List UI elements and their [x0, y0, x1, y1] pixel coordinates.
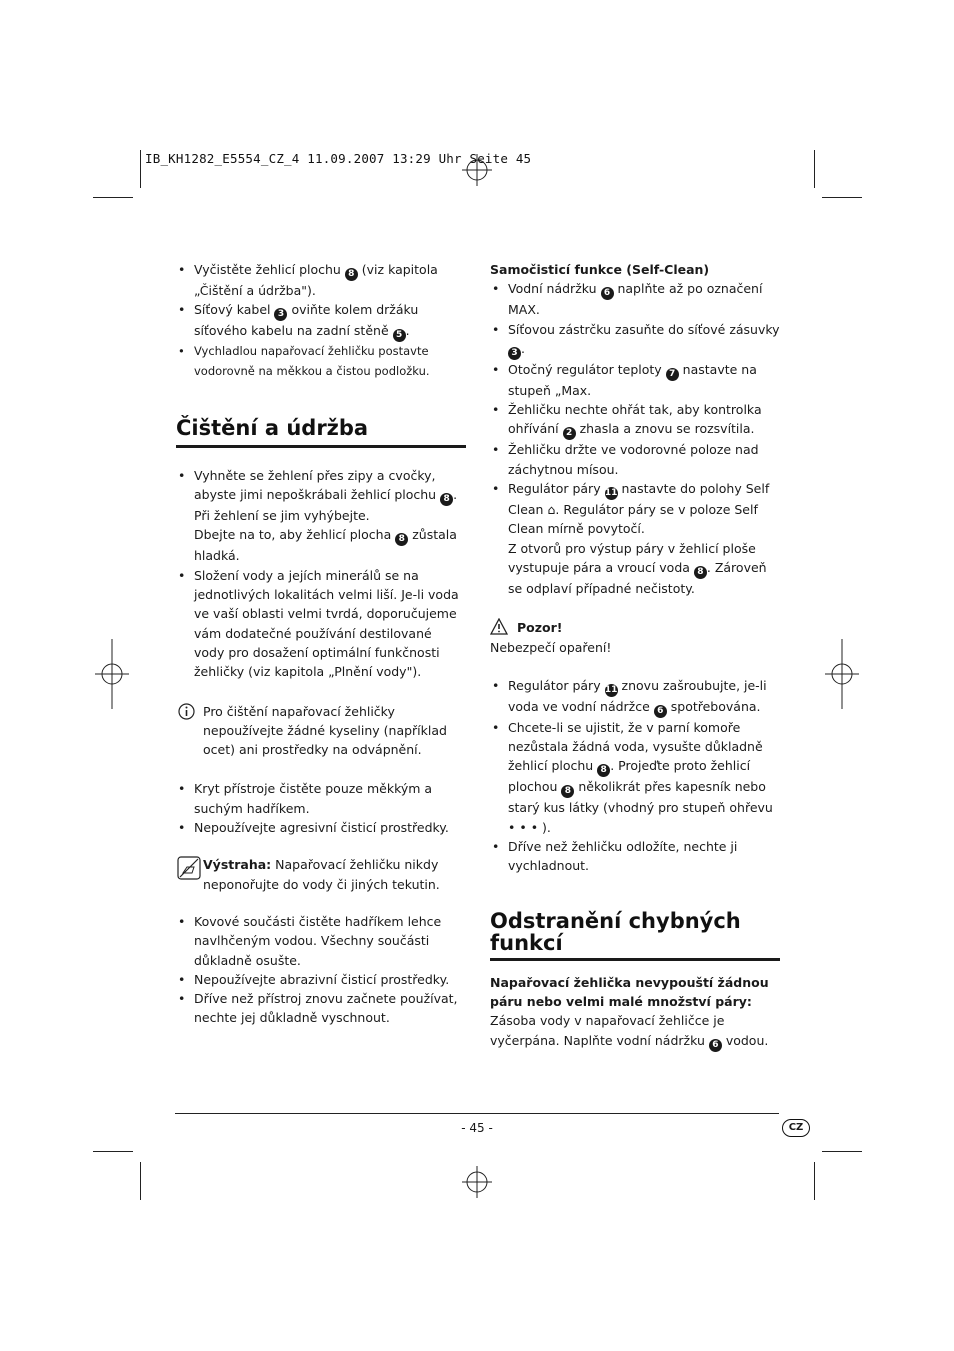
list-item: • Vychladlou napařovací žehličku postavte vodorovně na měkkou a čistou podložku.: [176, 342, 466, 381]
list-item: • Vyhněte se žehlení přes zipy a cvočky, abyste jimi nepoškrábali žehlicí plochu 8 . Při žehlení se jim vyhýbejte.: [176, 466, 466, 526]
warning-triangle-icon: [490, 618, 508, 635]
list-housing: [176, 779, 466, 837]
list-item: • Síťovou zástrčku zasuňte do síťové zásuvky 3 .: [490, 320, 780, 360]
part-number-badge: 3: [274, 308, 287, 321]
part-number-badge: 11: [604, 684, 618, 695]
no-immersion-icon: [177, 856, 201, 880]
part-number-badge: 7: [666, 368, 679, 381]
info-text: Pro čištění napařovací žehličky nepoužívejte žádné kyseliny (například ocet) ani prostředky na odvápnění.: [203, 703, 447, 758]
crop-mark: [93, 197, 133, 198]
list-item: • Kovové součásti čistěte hadříkem lehce navlhčeným vodou. Všechny součásti důkladně osušte.: [176, 912, 466, 970]
crop-mark: [822, 197, 862, 198]
language-badge: CZ: [782, 1119, 810, 1137]
list-item: • Regulátor páry 11 nastavte do polohy Self Clean ⌂. Regulátor páry se v poloze Self Clean mírně povytočí.: [490, 479, 780, 539]
list-item-continuation: Dbejte na to, aby žehlicí plocha 8 zůstala hladká.: [194, 527, 457, 564]
part-number-badge: 8: [345, 268, 358, 281]
part-number-badge: 2: [563, 427, 576, 440]
info-icon: [178, 703, 195, 720]
caution-note: [490, 618, 780, 637]
registration-mark-right: [823, 637, 861, 711]
left-column: [176, 260, 466, 1028]
part-number-badge: 8: [561, 785, 574, 798]
registration-mark-bottom: [460, 1164, 494, 1202]
section-heading-troubleshooting: Odstranění chybných funkcí: [490, 908, 741, 955]
part-number-badge: 6: [654, 705, 667, 718]
part-number-badge: 8: [440, 493, 453, 506]
list-metal-parts: [176, 912, 466, 1028]
registration-mark-left: [93, 637, 131, 711]
list-item: • Složení vody a jejích minerálů se na jednotlivých lokalitách velmi liší. Je-li voda ve vaší oblasti velmi tvrdá, doporučujeme vám dodatečné používání destilované vody pro dosažení optimální funkčnosti žehličky (viz kapitola „Plnění vody").: [176, 566, 466, 682]
warning-note: [176, 855, 466, 894]
list-item: • Žehličku držte ve vodorovné poloze nad záchytnou mísou.: [490, 440, 780, 479]
warning-text: Napařovací žehličku nikdy neponořujte do vody či jiných tekutin.: [203, 857, 440, 892]
list-item: • Žehličku nechte ohřát tak, aby kontrolka ohřívání 2 zhasla a znovu se rozsvítila.: [490, 400, 780, 440]
print-slug: IB_KH1282_E5554_CZ_4 11.09.2007 13:29 Uhr Seite 45: [145, 151, 532, 166]
section-heading-cleaning: Čištění a údržba: [176, 415, 369, 440]
list-item: • Síťový kabel 3 oviňte kolem držáku síťového kabelu na zadní stěně 5 .: [176, 300, 466, 342]
crop-mark: [93, 1151, 133, 1152]
page-number: - 45 -: [461, 1121, 493, 1135]
list-self-clean: [490, 279, 780, 598]
list-cleaning: [176, 466, 466, 682]
warning-label: Výstraha:: [203, 857, 272, 873]
subheading-self-clean: Samočisticí funkce (Self-Clean): [490, 262, 710, 277]
part-number-badge: 8: [597, 764, 610, 777]
crop-mark: [814, 150, 815, 188]
caution-label: Pozor!: [517, 620, 563, 636]
part-number-badge: 6: [709, 1039, 722, 1052]
footer-rule: [175, 1113, 779, 1114]
crop-mark: [140, 1162, 141, 1200]
list-item: • Dříve než žehličku odložíte, nechte ji vychladnout.: [490, 837, 780, 876]
list-item-continuation: Z otvorů pro výstup páry v žehlicí ploše vystupuje pára a vroucí voda 8 . Zároveň se odplaví případné nečistoty.: [508, 540, 767, 596]
list-item: • Chcete-li se ujistit, že v parní komoře nezůstala žádná voda, vysušte důkladně žehlicí plochu 8 . Projeďte proto žehlicí plochou 8 několikrát přes kapesník nebo starý kus látky (vhodný pro stupeň ohřevu • • • ).: [490, 718, 780, 837]
list-item: • Dříve než přístroj znovu začnete používat, nechte jej důkladně vyschnout.: [176, 989, 466, 1028]
right-column: [490, 260, 780, 1052]
list-after-clean: [490, 676, 780, 876]
problem-title: Napařovací žehlička nevypouští žádnou páru nebo velmi malé množství páry:: [490, 974, 769, 1009]
part-number-badge: 3: [508, 347, 521, 360]
list-item: • Nepoužívejte abrazivní čisticí prostředky.: [176, 970, 466, 989]
part-number-badge: 6: [601, 287, 614, 300]
list-item: • Otočný regulátor teploty 7 nastavte na stupeň „Max.: [490, 360, 780, 400]
crop-mark: [822, 1151, 862, 1152]
caution-text: Nebezpečí opaření!: [490, 639, 612, 655]
part-number-badge: 5: [393, 329, 406, 342]
crop-mark: [814, 1162, 815, 1200]
list-item: • Vodní nádržku 6 naplňte až po označení MAX.: [490, 279, 780, 319]
part-number-badge: 8: [694, 566, 707, 579]
crop-mark: [140, 150, 141, 188]
list-item: • Kryt přístroje čistěte pouze měkkým a suchým hadříkem.: [176, 779, 466, 818]
problem-solution: Zásoba vody v napařovací žehličce je vyčerpána. Naplňte vodní nádržku 6 vodou.: [490, 1013, 769, 1050]
info-note: [176, 702, 466, 760]
list-item: • Vyčistěte žehlicí plochu 8 (viz kapitola „Čištění a údržba").: [176, 260, 466, 300]
list-item: • Nepoužívejte agresivní čisticí prostředky.: [176, 818, 466, 837]
part-number-badge: 11: [604, 488, 618, 499]
part-number-badge: 8: [395, 533, 408, 546]
list-setup-end: [176, 260, 466, 381]
list-item: • Regulátor páry 11 znovu zašroubujte, je-li voda ve vodní nádržce 6 spotřebována.: [490, 676, 780, 718]
